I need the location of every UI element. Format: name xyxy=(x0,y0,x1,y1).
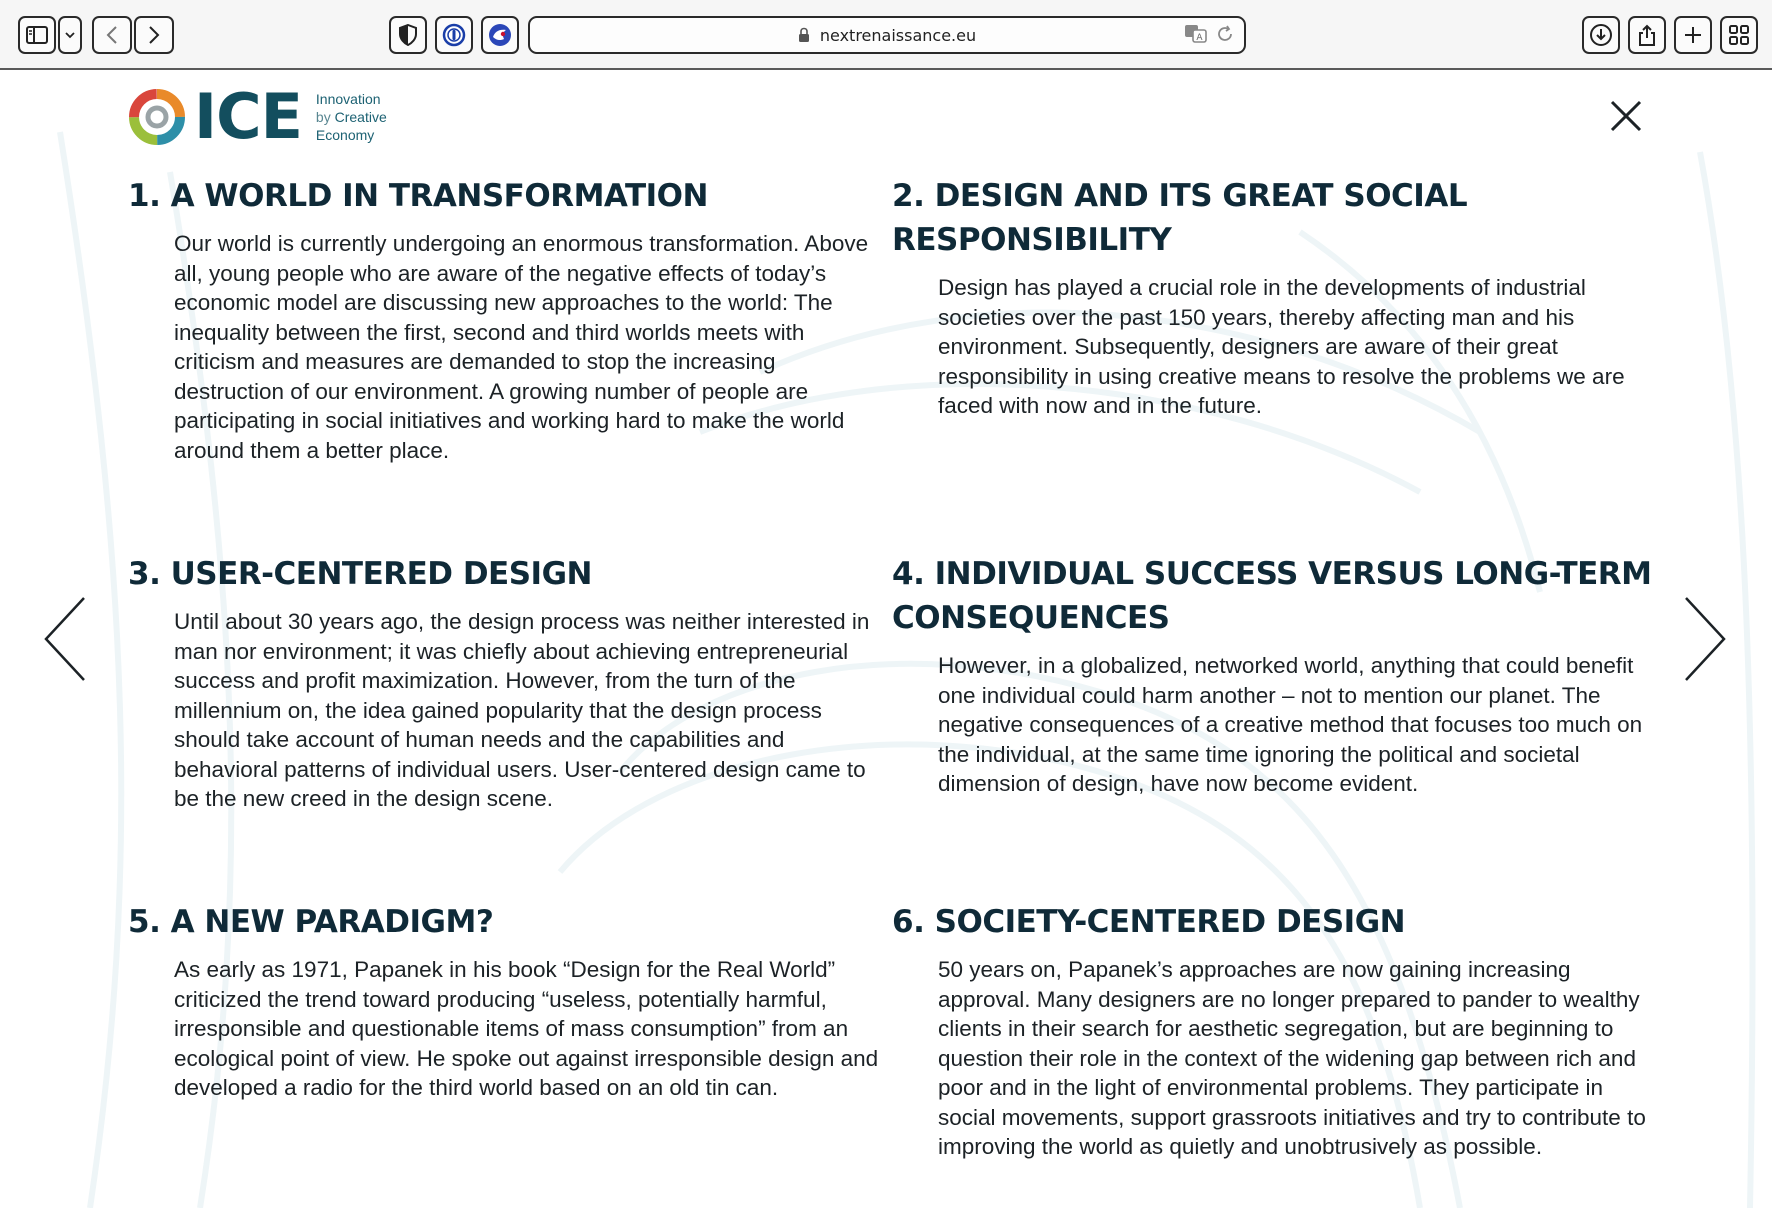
download-icon xyxy=(1589,23,1613,47)
section-title: 6. SOCIETY-CENTERED DESIGN xyxy=(892,904,1406,940)
section-body: As early as 1971, Papanek in his book “Design for the Real World” criticized the trend toward producing “useless, potentially harmful, irresponsible and questionable items of mass consumption” from an ecological point of view. He spoke out against irresponsible design and developed a radio for the third world based on an old tin can. xyxy=(174,957,879,1100)
next-arrow-icon[interactable] xyxy=(1680,594,1730,684)
password-icon xyxy=(442,23,466,47)
new-tab-button[interactable] xyxy=(1674,16,1712,54)
new-tab-icon xyxy=(1683,25,1703,45)
section-user-centered-design xyxy=(128,552,888,814)
section-title: 1. A WORLD IN TRANSFORMATION xyxy=(128,178,708,214)
privacy-shield-button[interactable] xyxy=(389,16,427,54)
extension-icon xyxy=(487,22,513,48)
forward-icon xyxy=(148,25,160,45)
sidebar-toggle-button[interactable] xyxy=(18,16,56,54)
sidebar-icon xyxy=(26,26,48,44)
back-button[interactable] xyxy=(92,16,132,54)
logo-tagline-line2 xyxy=(316,108,387,126)
logo-tagline-line3: Economy xyxy=(315,127,375,143)
logo-ring-icon xyxy=(128,88,186,146)
section-new-paradigm xyxy=(128,900,888,1103)
password-manager-button[interactable] xyxy=(435,16,473,54)
section-body: 50 years on, Papanek’s approaches are now gaining increasing approval. Many designers are no longer prepared to pander to wealthy clients in their search for aesthetic segregation, but are beginning to question their role in the context of the widening gap between rich and poor and in the light of environmental problems. They participate in social movements, support grassroots initiatives and try to contribute to improving the world as quietly and unobtrusively as possible. xyxy=(938,957,1646,1159)
tab-overview-button[interactable] xyxy=(1720,16,1758,54)
section-design-social-responsibility xyxy=(892,174,1652,421)
section-title: 2. DESIGN AND ITS GREAT SOCIAL RESPONSIBILITY xyxy=(892,178,1468,258)
section-individual-success xyxy=(892,552,1652,799)
share-button[interactable] xyxy=(1628,16,1666,54)
close-icon[interactable] xyxy=(1606,96,1646,136)
section-body: Design has played a crucial role in the developments of industrial societies over the past 150 years, thereby affecting man and his environment. Subsequently, designers are aware of their great responsibility in using creative means to resolve the problems we are faced with now and in the future. xyxy=(938,275,1625,418)
share-icon xyxy=(1637,23,1657,47)
tab-overview-icon xyxy=(1728,24,1750,46)
sidebar-menu-button[interactable] xyxy=(58,16,82,54)
logo-tagline xyxy=(316,90,387,144)
section-body: Our world is currently undergoing an enormous transformation. Above all, young people who are aware of the negative effects of today’s economic model are discussing new approaches to the world: The inequality between the first, second and third worlds meets with criticism and measures are demanded to stop the increasing destruction of our environment. A growing number of people are participating in social initiatives and working hard to make the world around them a better place. xyxy=(174,231,869,463)
reload-icon[interactable] xyxy=(1216,25,1234,43)
section-body: However, in a globalized, networked world, anything that could benefit one individual could harm another – not to mention our planet. The negative consequences of a creative method that focuses too much on the individual, at the same time ignoring the political and societal dimension of design, have now become evident. xyxy=(938,653,1643,796)
section-society-centered-design xyxy=(892,900,1652,1162)
section-title: 5. A NEW PARADIGM? xyxy=(128,904,494,940)
section-body: Until about 30 years ago, the design process was neither interested in man nor environment; it was chiefly about achieving entrepreneurial success and profit maximization. However, from the turn of the millennium on, the idea gained popularity that the design process should take account of human needs and the capabilities and behavioral patterns of individual users. User-centered design came to be the new creed in the design scene. xyxy=(174,609,870,811)
url-text: nextrenaissance.eu xyxy=(819,25,977,45)
logo-tagline-line1: Innovation xyxy=(315,91,381,107)
browser-toolbar xyxy=(0,0,1772,70)
downloads-button[interactable] xyxy=(1582,16,1620,54)
logo-tagline-creative: Creative xyxy=(334,109,387,125)
ice-logo[interactable] xyxy=(128,80,387,153)
svg-text:A: A xyxy=(1196,33,1203,43)
logo-wordmark: ICE xyxy=(194,80,302,153)
lock-icon xyxy=(798,27,810,43)
address-bar[interactable] xyxy=(528,16,1246,54)
shield-icon xyxy=(399,24,417,46)
chevron-down-icon xyxy=(64,31,76,39)
translate-icon[interactable] xyxy=(1184,24,1208,44)
forward-button[interactable] xyxy=(134,16,174,54)
section-title: 4. INDIVIDUAL SUCCESS VERSUS LONG-TERM CONSEQUENCES xyxy=(892,556,1652,636)
section-title: 3. USER-CENTERED DESIGN xyxy=(128,556,592,592)
back-icon xyxy=(106,25,118,45)
previous-arrow-icon[interactable] xyxy=(40,594,90,684)
page-content xyxy=(0,72,1772,1208)
section-world-in-transformation xyxy=(128,174,888,465)
extension-button[interactable] xyxy=(481,16,519,54)
logo-tagline-by: by xyxy=(315,109,331,125)
